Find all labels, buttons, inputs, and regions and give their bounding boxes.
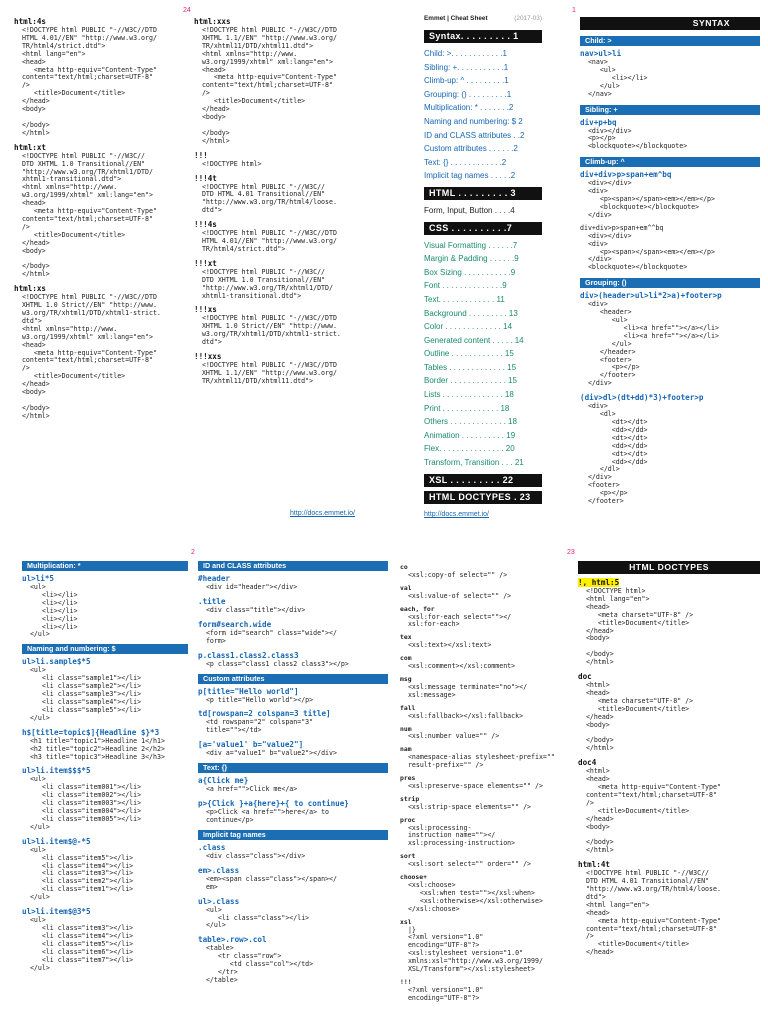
code-output: <em><span class="class"></span></ em> [205, 874, 337, 891]
code-output: <html> <head> <meta charset="UTF-8" /> <title>Document</title> </head> <body> </body> </html> [585, 681, 694, 753]
syntax-title: SYNTAX [580, 17, 760, 30]
code-output: <div></div> <div> <p><span></span><em></em></p> <blockquote></blockquote> </div> [587, 179, 715, 219]
section-bar: Sibling: + [580, 105, 760, 115]
code-output: <xsl:choose> <xsl:when test=""></xsl:when> <xsl:otherwise></xsl:otherwise> </xsl:choose> [407, 881, 543, 913]
abbreviation: ul>li.sample$*5 [22, 657, 91, 667]
code-output: <div id="header"></div> [198, 583, 298, 591]
code-output: <p>Click <a href="">here</a> to continue</p> [205, 808, 330, 824]
abbreviation: !!! [400, 977, 412, 986]
abbreviation: val [400, 583, 412, 592]
code-output: <ul> <li class="sample1"></li> <li class="sample2"></li> <li class="sample3"></li> <li class="sample4"></li> <li class="sample5"></li> </ul> [29, 666, 142, 722]
abbreviation: html:4s [14, 17, 47, 26]
code-output: <!DOCTYPE html PUBLIC "-//W3C//DTD HTML 4.01//EN" "http://www.w3.org/ TR/html4/strict.dtd"> <html lang="en"> <head> <meta http-equiv="Content-Type" content="text/html;charset=UTF-8" /> <title>Document</title> </head> <body> </body> </html> [21, 26, 157, 137]
abbreviation: fall [400, 703, 416, 712]
code-output: <form id="search" class="wide"></ form> [205, 628, 337, 645]
toc-entry[interactable]: Outline . . . . . . . . . . . . 15 [424, 349, 514, 359]
abbreviation: !!!4t [194, 173, 217, 183]
code-output: <xsl:value-of select="" /> [400, 591, 512, 600]
abbreviation: ul>li.item$$$*5 [22, 766, 91, 776]
section-bar: Naming and numbering: $ [22, 644, 188, 654]
abbreviation: !!!xs [194, 305, 217, 315]
code-output: <p class="class1 class2 class3"></p> [198, 659, 349, 668]
abbreviation: nam [400, 745, 412, 754]
abbreviation: ul>li*5 [22, 574, 55, 583]
code-output: <!DOCTYPE html> <html lang="en"> <head> <meta charset="UTF-8" /> <title>Document</title> </head> <body> </body> </html> [585, 587, 694, 667]
doctypes-title: HTML DOCTYPES [578, 561, 760, 574]
abbreviation: html:xt [14, 142, 47, 152]
code-output: <!DOCTYPE html PUBLIC "-//W3C// DTD HTML 4.01 Transitional//EN" "http://www.w3.org/TR/html4/loose. dtd"> [201, 182, 337, 215]
code-output: <p title="Hello world"></p> [198, 695, 314, 704]
toc-entry[interactable]: Box Sizing . . . . . . . . . . .9 [424, 267, 516, 277]
toc-doctypes[interactable]: HTML DOCTYPES . 23 [424, 491, 542, 504]
code-output: <?xml version="1.0" encoding="UTF-8"?> [407, 985, 484, 1002]
toc-entry[interactable]: Naming and numbering: $ 2 [424, 116, 523, 126]
abbreviation: html:xxs [194, 17, 231, 26]
code-output: <!DOCTYPE html PUBLIC "-//W3C//DTD XHTML 1.1//EN" "http://www.w3.org/ TR/xhtml11/DTD/xhtml11.dtd"> <html xmlns="http://www. w3.org/1999/xhtml" xml:lang="en"> <head> <meta http-equiv="Content-Type" content="text/html;charset=UTF-8" /> <title>Document</title> </head> <body> </body> </html> [201, 26, 337, 145]
toc-syntax[interactable]: Syntax. . . . . . . . . 1 [424, 30, 542, 43]
code-output: <ul> <li class="item5"></li> <li class="item4"></li> <li class="item3"></li> <li class="item2"></li> <li class="item1"></li> </ul> [29, 845, 134, 902]
code-output: <div a="value1" b="value2"></div> [198, 749, 337, 758]
page-number: 24 [183, 7, 191, 14]
toc-entry[interactable]: Margin & Padding . . . . . .9 [424, 254, 519, 264]
abbreviation: !!!xxs [194, 352, 222, 362]
toc-title: Emmet | Cheat Sheet [424, 15, 488, 22]
table-of-contents [424, 14, 542, 502]
code-output: <div> <dl> <dt></dt> <dd></dd> <dt></dt> <dd></dd> <dt></dt> <dd></dd> </dl> </div> <footer> <p></p> </footer> [587, 402, 648, 506]
abbreviation: num [400, 724, 412, 733]
code-output: <table> <tr class="row"> <td class="col"></td> </tr> </table> [205, 944, 314, 984]
abbreviation: !!! [194, 150, 208, 160]
section-bar: Child: > [580, 36, 760, 46]
doctypes-column-right [194, 17, 384, 427]
toc-year: (2017-03) [514, 15, 542, 22]
toc-css[interactable]: CSS . . . . . . . . . .7 [424, 222, 542, 235]
code-output: <ul> <li class="item001"></li> <li class="item002"></li> <li class="item003"></li> <li class="item004"></li> <li class="item005"></li> </ul> [29, 775, 142, 831]
section-bar: Climb-up: ^ [580, 157, 760, 167]
code-output: <!DOCTYPE html PUBLIC "-//W3C// DTD XHTML 1.0 Transitional//EN" "http://www.w3.org/TR/xhtml1/DTD/ xhtml1-transitional.dtd"> [201, 267, 333, 300]
xsl-section [400, 564, 570, 1024]
abbreviation: ul>li.item$@3*5 [22, 907, 91, 917]
abbreviation: strip [400, 794, 420, 803]
abbreviation: div>(header>ul>li*2>a)+footer>p [580, 291, 722, 301]
code-output: <xsl:for-each select=""></ xsl:for-each> [407, 612, 512, 629]
section-bar: Implicit tag names [198, 830, 388, 840]
code-output: <xsl:sort select="" order="" /> [400, 860, 532, 869]
code-output: div+div>p>span+em^^bq <div></div> <div> <p><span></span><em></em></p> </div> <blockquote></blockquote> [580, 223, 715, 272]
abbreviation: proc [400, 815, 416, 824]
abbreviation: #header [198, 574, 231, 583]
toc-entry[interactable]: Text. . . . . . . . . . . . . 11 [424, 294, 505, 304]
page-number: 23 [567, 549, 575, 556]
code-output: <ul> <li class="item3"></li> <li class="item4"></li> <li class="item5"></li> <li class="item6"></li> <li class="item7"></li> </ul> [29, 916, 134, 972]
code-output: <!DOCTYPE html PUBLIC "-//W3C//DTD XHTML 1.0 Strict//EN" "http://www. w3.org/TR/xhtml1/DTD/xhtml1-strict. dtd"> [201, 314, 341, 347]
abbreviation: form#search.wide [198, 619, 272, 629]
toc-entry[interactable]: Form, Input, Button . . . .4 [424, 205, 515, 215]
abbreviation: ul>.class [198, 896, 240, 906]
abbreviation: .title [198, 596, 226, 606]
docs-link[interactable]: http://docs.emmet.io/ [424, 511, 489, 518]
abbreviation: p[title="Hello world"] [198, 686, 299, 696]
section-bar: Text: {} [198, 763, 388, 773]
toc-entry[interactable]: Tables . . . . . . . . . . . . . 15 [424, 362, 517, 372]
multiplication-section [22, 561, 188, 1024]
code-output: <nav> <ul> <li></li> </ul> </nav> [587, 58, 648, 98]
code-output: <xsl:text></xsl:text> [400, 641, 492, 650]
abbreviation: em>.class [198, 865, 240, 875]
abbreviation: choose+ [400, 873, 427, 882]
abbreviation-highlight: !, html:5 [578, 578, 620, 587]
code-output: <h1 title="topic1">Headline 1</h1> <h2 title="topic2">Headline 2</h2> <h3 title="topic3">Headline 3</h3> [29, 736, 165, 761]
code-output: <xsl:number value="" /> [400, 732, 500, 741]
code-output: <!DOCTYPE html> [194, 159, 262, 168]
toc-entry[interactable]: Transform, Transition . . . 21 [424, 458, 524, 468]
abbreviation: (div>dl>(dt+dd)*3)+footer>p [580, 393, 704, 403]
toc-entry[interactable]: Generated content . . . . . 14 [424, 335, 524, 345]
abbreviation: td[rowspan=2 colspan=3 title] [198, 709, 331, 719]
toc-entry[interactable]: Font . . . . . . . . . . . . . .9 [424, 281, 507, 291]
code-output: <!DOCTYPE html PUBLIC "-//W3C// DTD HTML 4.01 Transitional//EN" "http://www.w3.org/TR/html4/loose. dtd"> <html lang="en"> <head> <meta http-equiv="Content-Type" content="text/html;charset=UTF-8" /> <title>Document</title> </head> [585, 869, 721, 957]
code-output: <xsl:message terminate="no"></ xsl:message> [407, 682, 528, 699]
abbreviation: a{Click me} [198, 776, 249, 786]
abbreviation: pres [400, 774, 416, 783]
abbreviation: !!!4s [194, 220, 217, 230]
abbreviation: !!!xt [194, 258, 217, 268]
code-output: <div></div> <p></p> <blockquote></blockquote> [587, 126, 688, 151]
toc-entry[interactable]: Visual Formatting . . . . . .7 [424, 240, 518, 250]
code-output: <ul> <li class="class"></li> </ul> [205, 905, 310, 930]
code-output: <xsl:copy-of select="" /> [400, 570, 508, 579]
abbreviation: doc [578, 672, 592, 682]
code-output: <div class="class"></div> [198, 851, 306, 860]
attributes-section [198, 561, 388, 1024]
abbreviation: nav>ul>li [580, 49, 622, 58]
toc-entry[interactable]: Background . . . . . . . . . 13 [424, 308, 518, 318]
code-output: <xsl:processing- instruction name=""></ xsl:processing-instruction> [407, 823, 516, 848]
page-number: 1 [572, 7, 576, 14]
abbreviation: .class [198, 842, 226, 852]
toc-entry[interactable]: Lists . . . . . . . . . . . . . . 18 [424, 390, 514, 400]
toc-entry[interactable]: Flex. . . . . . . . . . . . . . . 20 [424, 444, 515, 454]
toc-entry[interactable]: Climb-up: ^ . . . . . . . . .1 [424, 76, 509, 86]
abbreviation: msg [400, 674, 412, 683]
section-bar: ID and CLASS attributes [198, 561, 388, 571]
code-output: |} <?xml version="1.0" encoding="UTF-8"?> <xsl:stylesheet version="1.0" xmlns:xsl="http://www.w3.org/1999/ XSL/Transform"></xsl:stylesheet> [407, 925, 543, 974]
toc-entry[interactable]: Print . . . . . . . . . . . . . 18 [424, 403, 510, 413]
abbreviation: sort [400, 852, 416, 861]
abbreviation: [a='value1' b="value2"] [198, 740, 304, 750]
section-bar: Grouping: () [580, 278, 760, 288]
code-output: <!DOCTYPE html PUBLIC "-//W3C//DTD XHTML 1.1//EN" "http://www.w3.org/ TR/xhtml11/DTD/xhtml11.dtd"> [201, 361, 337, 385]
section-bar: Multiplication: * [22, 561, 188, 571]
toc-entry[interactable]: Child: >. . . . . . . . . . . .1 [424, 49, 507, 58]
abbreviation: p.class1.class2.class3 [198, 650, 299, 660]
toc-entry[interactable]: Others . . . . . . . . . . . . . 18 [424, 417, 517, 427]
abbreviation: html:4t [578, 860, 611, 870]
abbreviation: xsl [400, 917, 412, 926]
code-output: <!DOCTYPE html PUBLIC "-//W3C//DTD XHTML 1.0 Strict//EN" "http://www. w3.org/TR/xhtml1/DTD/xhtml1-strict. dtd"> <html xmlns="http://www. w3.org/1999/xhtml" xml:lang="en"> <head> <meta http-equiv="Content-Type" content="text/html;charset=UTF-8" /> <title>Document</title> </head> <body> </body> </html> [21, 293, 161, 420]
abbreviation: table>.row>.col [198, 935, 267, 945]
page-number: 2 [191, 549, 195, 556]
doctypes-column-left [14, 17, 192, 497]
toc-html[interactable]: HTML . . . . . . . . . 3 [424, 187, 542, 200]
toc-entry[interactable]: ID and CLASS attributes . .2 [424, 130, 525, 140]
code-output: <div> <header> <ul> <li><a href=""></a></li> <li><a href=""></a></li> </ul> </header> <footer> <p></p> </footer> </div> [587, 300, 719, 388]
toc-entry[interactable]: Sibling: +. . . . . . . . . . .1 [424, 62, 509, 72]
toc-entry[interactable]: Grouping: () . . . . . . . . .1 [424, 89, 512, 99]
code-output: <xsl:fallback></xsl:fallback> [400, 711, 524, 720]
code-output: <xsl:comment></xsl:comment> [400, 662, 516, 671]
code-output: <!DOCTYPE html PUBLIC "-//W3C//DTD HTML 4.01//EN" "http://www.w3.org/ TR/html4/strict.dtd"> [201, 229, 337, 253]
abbreviation: tex [400, 633, 412, 642]
abbreviation: doc4 [578, 758, 597, 768]
code-output: <a href="">Click me</a> [198, 785, 298, 794]
toc-xsl[interactable]: XSL . . . . . . . . . 22 [424, 474, 542, 487]
toc-entry[interactable]: Border . . . . . . . . . . . . . 15 [424, 376, 517, 386]
docs-link[interactable]: http://docs.emmet.io/ [290, 510, 355, 517]
code-output: <xsl:preserve-space elements="" /> [400, 781, 543, 790]
html-doctypes-section [578, 561, 760, 1024]
code-output: <xsl:strip-space elements="" /> [400, 802, 532, 811]
code-output: <!DOCTYPE html PUBLIC "-//W3C// DTD XHTML 1.0 Transitional//EN" "http://www.w3.org/TR/xhtml1/DTD/ xhtml1-transitional.dtd"> <html xmlns="http://www. w3.org/1999/xhtml" xml:lang="en"> <head> <meta http-equiv="Content-Type" content="text/html;charset=UTF-8" /> <title>Document</title> </head> <body> </body> </html> [21, 151, 157, 279]
syntax-section [580, 17, 760, 517]
abbreviation: html:xs [14, 284, 47, 294]
toc-entry[interactable]: Multiplication: * . . . . . . .2 [424, 103, 514, 113]
section-bar: Custom attributes [198, 674, 388, 684]
abbreviation: each, for [400, 604, 435, 613]
abbreviation: ul>li.item$@-*5 [22, 836, 91, 846]
code-output: <ul> <li></li> <li></li> <li></li> <li></li> <li></li> </ul> [29, 583, 78, 639]
abbreviation: div+div>p>span+em^bq [580, 170, 672, 180]
code-output: <namespace-alias stylesheet-prefix="" result-prefix="" /> [407, 753, 555, 770]
abbreviation: h$[title=topic$]{Headline $}*3 [22, 727, 160, 737]
toc-entry[interactable]: Animation . . . . . . . . . . 19 [424, 430, 516, 440]
abbreviation: p>{Click }+a{here}+{ to continue} [198, 799, 349, 809]
abbreviation: div+p+bq [580, 117, 617, 127]
toc-entry[interactable]: Implicit tag names . . . . .2 [424, 171, 516, 181]
code-output: <div class="title"></div> [198, 605, 306, 614]
abbreviation: co [400, 563, 408, 571]
toc-entry[interactable]: Custom attributes . . . . . .2 [424, 144, 518, 154]
abbreviation: com [400, 654, 412, 663]
toc-entry[interactable]: Text: {} . . . . . . . . . . . .2 [424, 157, 507, 167]
toc-entry[interactable]: Color . . . . . . . . . . . . . 14 [424, 322, 513, 332]
code-output: <html> <head> <meta http-equiv="Content-Type" content="text/html;charset=UTF-8" /> <title>Document</title> </head> <body> </body> </html> [585, 767, 721, 855]
code-output: <td rowspan="2" colspan="3" title=""></td> [205, 718, 314, 735]
